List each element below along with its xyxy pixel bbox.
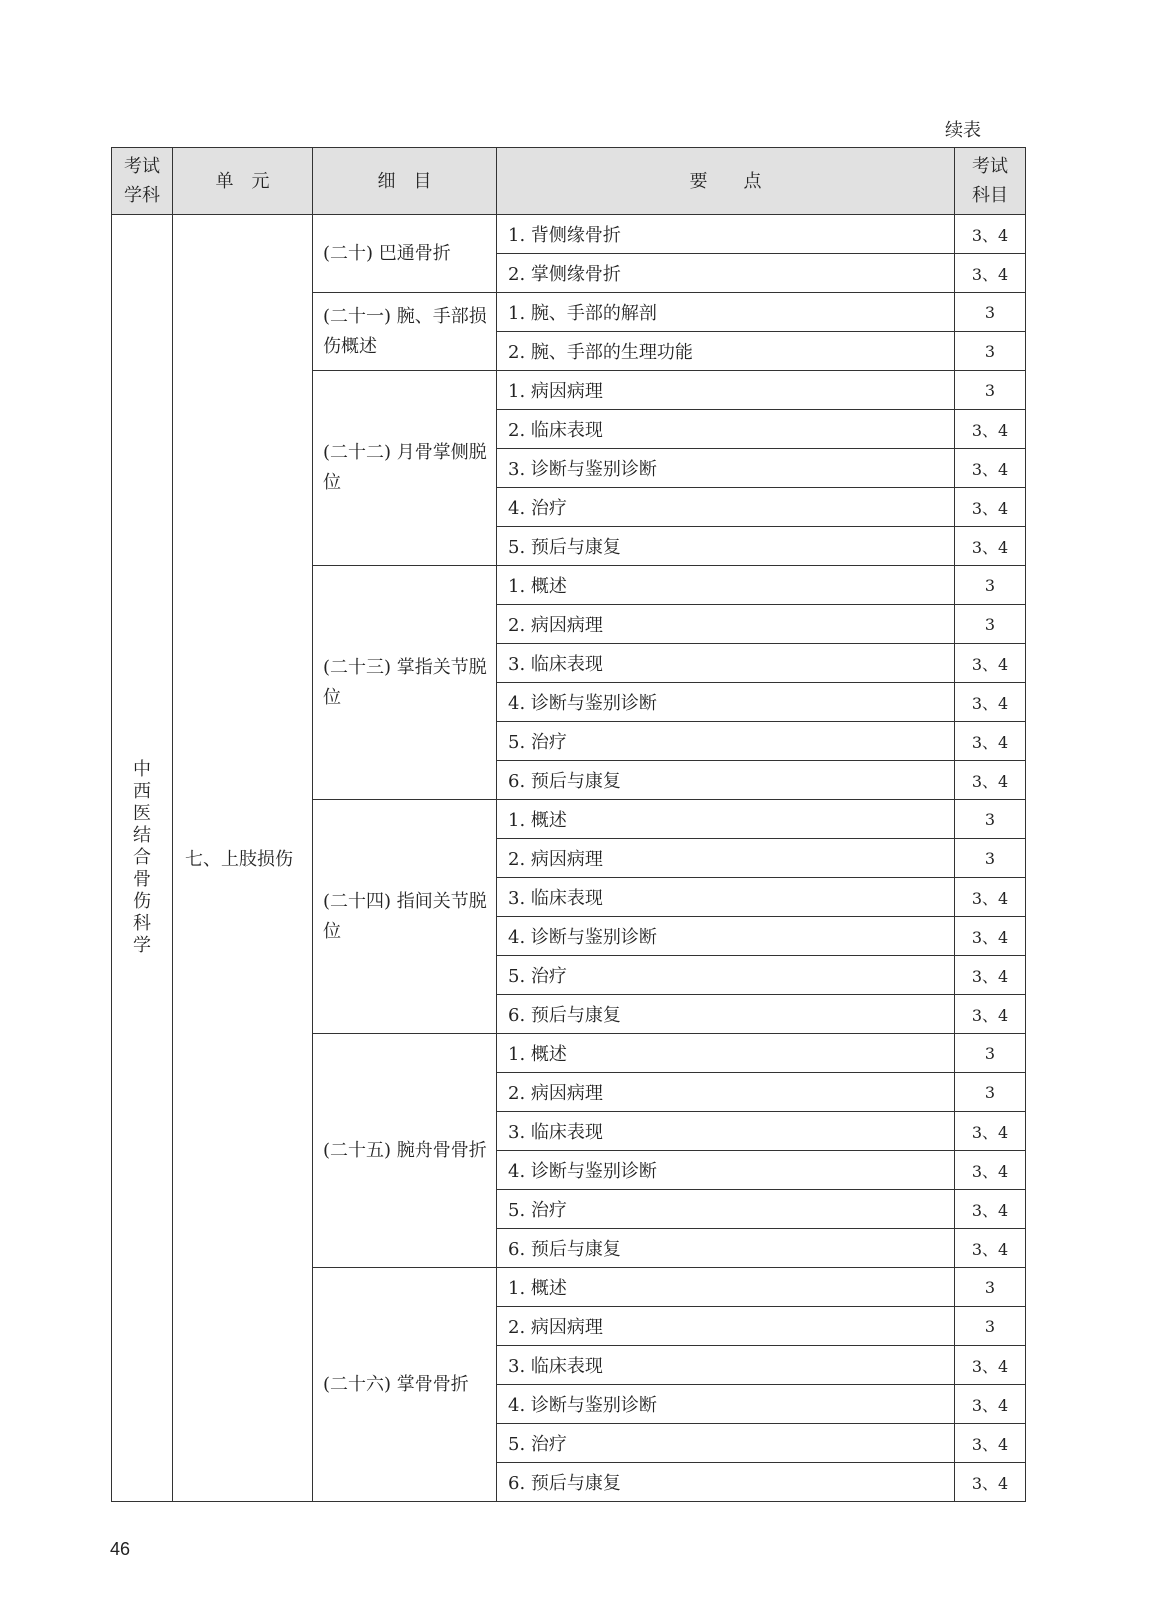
exam-subject-cell: 3 <box>955 1268 1026 1307</box>
exam-subject-cell: 3 <box>955 566 1026 605</box>
point-cell: 2. 病因病理 <box>497 1073 955 1112</box>
header-point: 要 点 <box>497 148 955 215</box>
unit-cell: 七、上肢损伤 <box>173 215 313 1502</box>
continued-table-label: 续表 <box>945 120 981 141</box>
exam-subject-cell: 3 <box>955 1307 1026 1346</box>
detail-cell: (二十二) 月骨掌侧脱位 <box>313 371 497 566</box>
header-subject <box>112 148 173 215</box>
exam-subject-cell: 3 <box>955 839 1026 878</box>
page-number: 46 <box>110 1539 131 1559</box>
point-cell: 1. 概述 <box>497 566 955 605</box>
point-cell: 6. 预后与康复 <box>497 1463 955 1502</box>
exam-subject-cell: 3、4 <box>955 1112 1026 1151</box>
exam-subject-cell: 3、4 <box>955 761 1026 800</box>
detail-cell: (二十五) 腕舟骨骨折 <box>313 1034 497 1268</box>
point-cell: 4. 诊断与鉴别诊断 <box>497 683 955 722</box>
header-exam-line1: 考试 <box>972 156 1008 177</box>
exam-subject-cell: 3、4 <box>955 878 1026 917</box>
detail-cell: (二十) 巴通骨折 <box>313 215 497 293</box>
exam-subject-cell: 3、4 <box>955 1151 1026 1190</box>
exam-subject-cell: 3、4 <box>955 527 1026 566</box>
point-cell: 3. 诊断与鉴别诊断 <box>497 449 955 488</box>
detail-cell: (二十四) 指间关节脱位 <box>313 800 497 1034</box>
exam-subject-cell: 3、4 <box>955 410 1026 449</box>
point-cell: 4. 诊断与鉴别诊断 <box>497 1151 955 1190</box>
subject-cell <box>112 215 173 1502</box>
point-cell: 2. 病因病理 <box>497 839 955 878</box>
point-cell: 4. 治疗 <box>497 488 955 527</box>
exam-subject-cell: 3、4 <box>955 995 1026 1034</box>
point-cell: 1. 概述 <box>497 1268 955 1307</box>
table-body <box>112 215 1026 1502</box>
exam-subject-cell: 3、4 <box>955 1424 1026 1463</box>
point-cell: 2. 临床表现 <box>497 410 955 449</box>
exam-subject-cell: 3 <box>955 1073 1026 1112</box>
point-cell: 4. 诊断与鉴别诊断 <box>497 917 955 956</box>
syllabus-table <box>111 147 1026 1502</box>
point-cell: 5. 治疗 <box>497 1424 955 1463</box>
exam-subject-cell: 3 <box>955 605 1026 644</box>
exam-subject-cell: 3、4 <box>955 449 1026 488</box>
header-subject-line2: 学科 <box>124 185 160 206</box>
exam-subject-cell: 3、4 <box>955 1190 1026 1229</box>
point-cell: 1. 病因病理 <box>497 371 955 410</box>
header-unit: 单 元 <box>173 148 313 215</box>
detail-cell: (二十六) 掌骨骨折 <box>313 1268 497 1502</box>
subject-text: 中西医结合骨伤科学 <box>133 759 151 956</box>
point-cell: 3. 临床表现 <box>497 878 955 917</box>
exam-subject-cell: 3 <box>955 371 1026 410</box>
exam-subject-cell: 3 <box>955 293 1026 332</box>
exam-subject-cell: 3、4 <box>955 956 1026 995</box>
header-exam-subject <box>955 148 1026 215</box>
point-cell: 1. 概述 <box>497 800 955 839</box>
exam-subject-cell: 3 <box>955 1034 1026 1073</box>
point-cell: 6. 预后与康复 <box>497 995 955 1034</box>
point-cell: 2. 掌侧缘骨折 <box>497 254 955 293</box>
exam-subject-cell: 3、4 <box>955 488 1026 527</box>
exam-subject-cell: 3、4 <box>955 683 1026 722</box>
point-cell: 1. 背侧缘骨折 <box>497 215 955 254</box>
table-row <box>112 215 1026 254</box>
point-cell: 3. 临床表现 <box>497 1112 955 1151</box>
point-cell: 3. 临床表现 <box>497 644 955 683</box>
point-cell: 6. 预后与康复 <box>497 761 955 800</box>
point-cell: 5. 预后与康复 <box>497 527 955 566</box>
point-cell: 6. 预后与康复 <box>497 1229 955 1268</box>
exam-subject-cell: 3、4 <box>955 722 1026 761</box>
exam-subject-cell: 3、4 <box>955 215 1026 254</box>
exam-subject-cell: 3、4 <box>955 644 1026 683</box>
point-cell: 2. 腕、手部的生理功能 <box>497 332 955 371</box>
point-cell: 4. 诊断与鉴别诊断 <box>497 1385 955 1424</box>
point-cell: 2. 病因病理 <box>497 605 955 644</box>
exam-subject-cell: 3、4 <box>955 1229 1026 1268</box>
exam-subject-cell: 3 <box>955 800 1026 839</box>
header-subject-line1: 考试 <box>124 156 160 177</box>
point-cell: 1. 腕、手部的解剖 <box>497 293 955 332</box>
table-header-row <box>112 148 1026 215</box>
point-cell: 2. 病因病理 <box>497 1307 955 1346</box>
header-exam-line2: 科目 <box>972 185 1008 206</box>
exam-subject-cell: 3、4 <box>955 917 1026 956</box>
point-cell: 3. 临床表现 <box>497 1346 955 1385</box>
exam-subject-cell: 3、4 <box>955 254 1026 293</box>
detail-cell: (二十一) 腕、手部损伤概述 <box>313 293 497 371</box>
point-cell: 5. 治疗 <box>497 722 955 761</box>
point-cell: 5. 治疗 <box>497 956 955 995</box>
exam-subject-cell: 3、4 <box>955 1463 1026 1502</box>
detail-cell: (二十三) 掌指关节脱位 <box>313 566 497 800</box>
exam-subject-cell: 3 <box>955 332 1026 371</box>
exam-subject-cell: 3、4 <box>955 1346 1026 1385</box>
header-detail: 细 目 <box>313 148 497 215</box>
exam-subject-cell: 3、4 <box>955 1385 1026 1424</box>
point-cell: 1. 概述 <box>497 1034 955 1073</box>
point-cell: 5. 治疗 <box>497 1190 955 1229</box>
